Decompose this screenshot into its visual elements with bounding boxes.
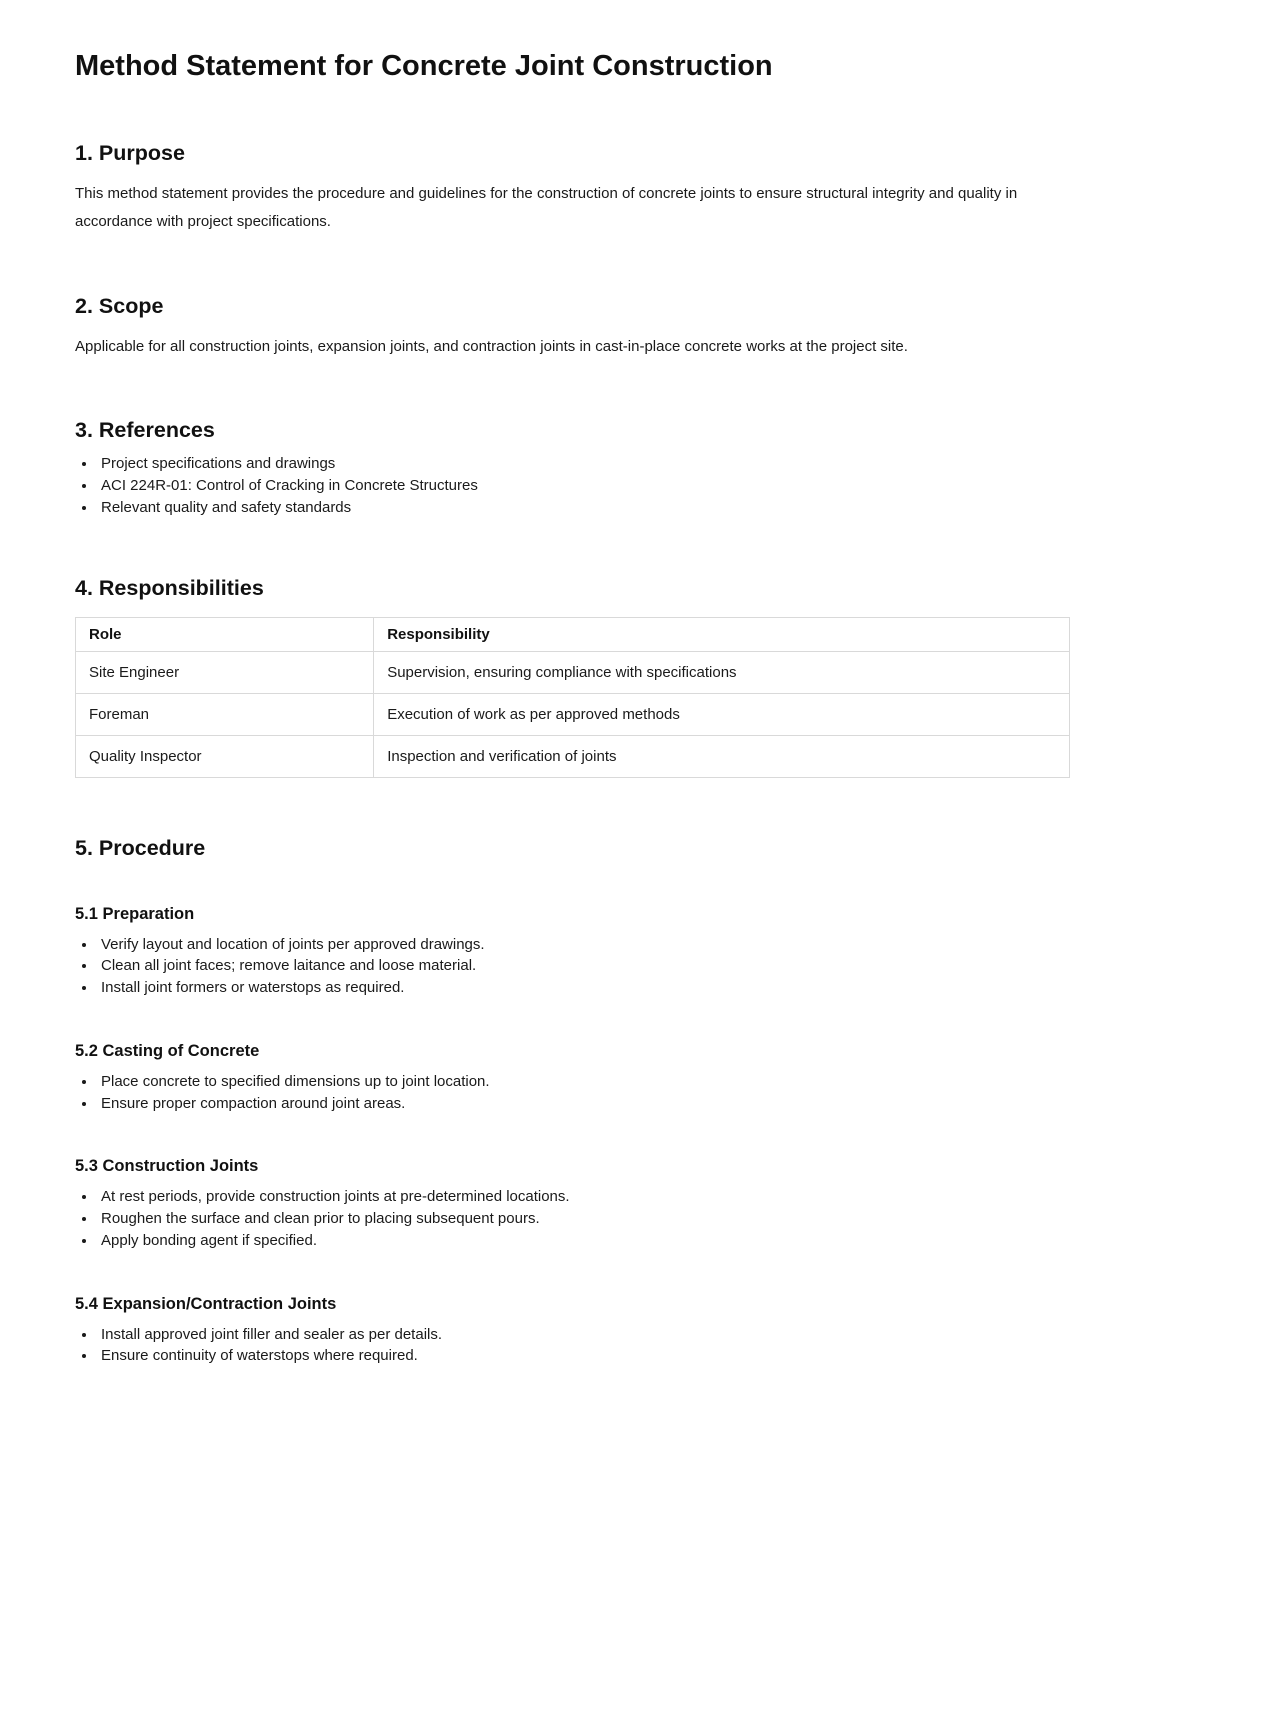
list-item: • At rest periods, provide construction joints at pre-determined locations.: [97, 1188, 1070, 1207]
section-scope: [75, 294, 1070, 361]
scope-body: Applicable for all construction joints, expansion joints, and contraction joints in cast-in-place concrete works at the project site.: [75, 337, 908, 355]
table-cell-role: Foreman: [76, 693, 374, 735]
table-header-row: [76, 617, 1070, 651]
casting-heading: 5.2 Casting of Concrete: [75, 1041, 260, 1060]
table-row: [76, 651, 1070, 693]
section-references: [75, 418, 1070, 517]
section-responsibilities: [75, 576, 1070, 778]
construction-joints-list: [75, 1188, 1070, 1250]
references-heading: 3. References: [75, 418, 215, 443]
list-item: • Project specifications and drawings: [97, 455, 1070, 474]
list-item: • ACI 224R-01: Control of Cracking in Concrete Structures: [97, 477, 1070, 496]
list-item: • Ensure proper compaction around joint areas.: [97, 1095, 1070, 1114]
table-row: [76, 693, 1070, 735]
subsection-preparation: [75, 905, 1070, 998]
construction-joints-heading: 5.3 Construction Joints: [75, 1157, 259, 1176]
list-item: • Relevant quality and safety standards: [97, 499, 1070, 518]
references-list: [75, 455, 1070, 517]
subsection-expansion-contraction-joints: [75, 1295, 1070, 1367]
table-cell-responsibility: Supervision, ensuring compliance with specifications: [374, 651, 1070, 693]
list-item: • Place concrete to specified dimensions up to joint location.: [97, 1073, 1070, 1092]
responsibilities-heading: 4. Responsibilities: [75, 575, 264, 600]
list-item: • Verify layout and location of joints per approved drawings.: [97, 936, 1070, 955]
responsibilities-table: [75, 617, 1070, 778]
list-item: • Roughen the surface and clean prior to placing subsequent pours.: [97, 1210, 1070, 1229]
expansion-contraction-heading: 5.4 Expansion/Contraction Joints: [75, 1294, 337, 1313]
section-procedure: [75, 836, 1070, 1367]
table-header-responsibility: Responsibility: [374, 617, 1070, 651]
document-page: [75, 0, 1070, 1366]
purpose-body: This method statement provides the procedure and guidelines for the construction of concrete joints to ensure structural integrity and quality in accordance with project specifications.: [75, 185, 1018, 230]
section-purpose: [75, 141, 1070, 236]
procedure-heading: 5. Procedure: [75, 835, 206, 860]
preparation-list: [75, 936, 1070, 998]
list-item: • Clean all joint faces; remove laitance and loose material.: [97, 957, 1070, 976]
table-cell-responsibility: Inspection and verification of joints: [374, 735, 1070, 777]
expansion-contraction-list: [75, 1326, 1070, 1367]
table-cell-role: Quality Inspector: [76, 735, 374, 777]
purpose-heading: 1. Purpose: [75, 141, 185, 165]
table-row: [76, 735, 1070, 777]
document-title: Method Statement for Concrete Joint Construction: [75, 50, 773, 82]
scope-heading: 2. Scope: [75, 293, 164, 318]
list-item: • Apply bonding agent if specified.: [97, 1232, 1070, 1251]
list-item: • Install joint formers or waterstops as required.: [97, 979, 1070, 998]
subsection-construction-joints: [75, 1157, 1070, 1250]
table-header-role: Role: [76, 617, 374, 651]
casting-list: [75, 1073, 1070, 1114]
list-item: • Install approved joint filler and sealer as per details.: [97, 1326, 1070, 1345]
preparation-heading: 5.1 Preparation: [75, 904, 195, 923]
subsection-casting: [75, 1042, 1070, 1114]
list-item: • Ensure continuity of waterstops where required.: [97, 1347, 1070, 1366]
table-cell-role: Site Engineer: [76, 651, 374, 693]
table-cell-responsibility: Execution of work as per approved methods: [374, 693, 1070, 735]
